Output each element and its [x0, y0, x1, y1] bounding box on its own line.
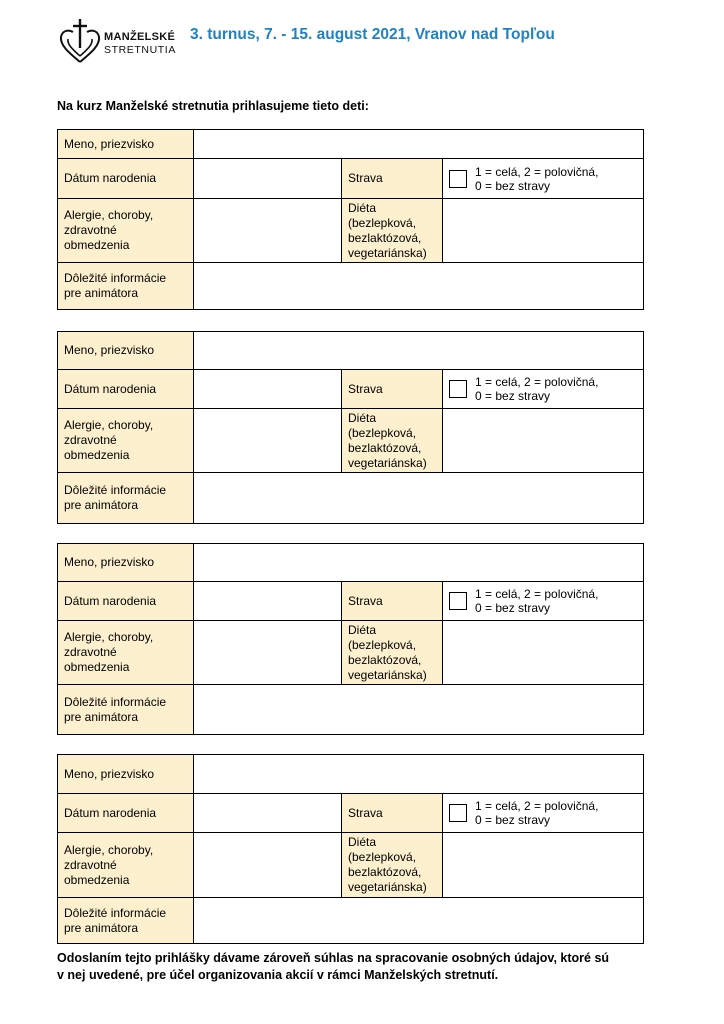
allergy-label [58, 833, 194, 898]
diet-label-line-4: vegetariánska) [348, 455, 427, 470]
diet-field[interactable] [443, 409, 644, 473]
strava-option-line-2: 0 = bez stravy [475, 178, 551, 193]
diet-label-line-4: vegetariánska) [348, 880, 427, 894]
diet-label-line-3: bezlaktózová, [348, 865, 422, 879]
strava-option-line-1: 1 = celá, 2 = polovičná, [475, 587, 599, 601]
birth-label: Dátum narodenia [58, 582, 194, 621]
strava-option-line-1: 1 = celá, 2 = polovičná, [475, 799, 599, 813]
strava-option-line-1: 1 = celá, 2 = polovičná, [475, 375, 599, 389]
birth-field[interactable] [194, 794, 342, 833]
birth-label: Dátum narodenia [58, 794, 194, 833]
allergy-label-line-2: zdravotné [64, 645, 117, 659]
diet-label [342, 199, 443, 263]
diet-label-line-2: (bezlepková, [348, 215, 417, 230]
name-label: Meno, priezvisko [58, 755, 194, 794]
event-title: 3. turnus, 7. - 15. august 2021, Vranov nad Topľou [190, 26, 555, 43]
strava-checkbox[interactable] [449, 592, 467, 610]
allergy-label-line-1: Alergie, choroby, [64, 208, 154, 222]
diet-label [342, 833, 443, 898]
birth-field[interactable] [194, 582, 342, 621]
info-field[interactable] [194, 685, 644, 735]
diet-label-line-1: Diéta [348, 622, 377, 637]
consent-line-2: v nej uvedené, pre účel organizovania akcií v rámci Manželských stretnutí. [57, 968, 499, 982]
info-label-line-2: pre animátora [64, 286, 139, 300]
strava-label: Strava [342, 370, 443, 409]
consent-footer [57, 950, 649, 984]
diet-label-line-1: Diéta [348, 410, 377, 425]
name-label: Meno, priezvisko [58, 130, 194, 159]
info-label-line-2: pre animátora [64, 920, 139, 935]
strava-label: Strava [342, 159, 443, 199]
strava-checkbox[interactable] [449, 380, 467, 398]
strava-checkbox[interactable] [449, 804, 467, 822]
birth-field[interactable] [194, 370, 342, 409]
name-field[interactable] [194, 130, 644, 159]
allergy-label [58, 409, 194, 473]
allergy-label-line-2: zdravotné [64, 857, 117, 872]
info-label [58, 263, 194, 310]
info-label-line-2: pre animátora [64, 498, 139, 512]
diet-label-line-1: Diéta [348, 835, 377, 849]
name-field[interactable] [194, 332, 644, 370]
allergy-field[interactable] [194, 833, 342, 898]
info-label-line-1: Dôležité informácie [64, 694, 167, 709]
strava-option-line-2: 0 = bez stravy [475, 389, 551, 403]
allergy-label-line-3: obmedzenia [64, 238, 130, 252]
diet-label-line-3: bezlaktózová, [348, 652, 422, 667]
name-label: Meno, priezvisko [58, 544, 194, 582]
birth-field[interactable] [194, 159, 342, 199]
diet-label [342, 621, 443, 685]
diet-label-line-2: (bezlepková, [348, 637, 417, 652]
diet-label-line-2: (bezlepková, [348, 850, 417, 864]
diet-field[interactable] [443, 621, 644, 685]
name-field[interactable] [194, 755, 644, 794]
info-label-line-1: Dôležité informácie [64, 905, 167, 920]
info-field[interactable] [194, 898, 644, 944]
info-label [58, 473, 194, 524]
diet-label-line-3: bezlaktózová, [348, 440, 422, 455]
birth-label: Dátum narodenia [58, 370, 194, 409]
diet-label-line-2: (bezlepková, [348, 425, 417, 440]
strava-option-line-2: 0 = bez stravy [475, 813, 551, 827]
strava-label: Strava [342, 582, 443, 621]
intro-text: Na kurz Manželské stretnutia prihlasujeme tieto deti: [57, 99, 369, 113]
allergy-label-line-1: Alergie, choroby, [64, 630, 154, 644]
page-header [58, 18, 678, 66]
heart-cross-logo-icon [58, 18, 102, 64]
logo-line-1: MANŽELSKÉ [104, 31, 176, 43]
diet-label-line-4: vegetariánska) [348, 667, 427, 682]
logo-line-2: STRETNUTIA [104, 44, 176, 56]
allergy-label-line-1: Alergie, choroby, [64, 842, 154, 857]
allergy-label-line-2: zdravotné [64, 433, 117, 447]
allergy-label [58, 199, 194, 263]
diet-label-line-1: Diéta [348, 200, 377, 215]
allergy-label-line-3: obmedzenia [64, 660, 130, 674]
diet-label-line-3: bezlaktózová, [348, 230, 422, 245]
child-form-block-1 [57, 129, 644, 310]
allergy-label-line-3: obmedzenia [64, 872, 130, 887]
info-label [58, 685, 194, 735]
allergy-field[interactable] [194, 409, 342, 473]
info-label-line-2: pre animátora [64, 709, 139, 724]
info-field[interactable] [194, 473, 644, 524]
allergy-label-line-1: Alergie, choroby, [64, 418, 154, 432]
strava-option-cell [443, 582, 644, 621]
name-field[interactable] [194, 544, 644, 582]
child-form-block-4 [57, 754, 644, 944]
allergy-label [58, 621, 194, 685]
strava-option-cell [443, 159, 644, 199]
diet-field[interactable] [443, 199, 644, 263]
info-field[interactable] [194, 263, 644, 310]
name-label: Meno, priezvisko [58, 332, 194, 370]
diet-label [342, 409, 443, 473]
strava-option-line-1: 1 = celá, 2 = polovičná, [475, 164, 599, 179]
strava-option-cell [443, 370, 644, 409]
allergy-label-line-3: obmedzenia [64, 448, 130, 462]
logo-text [104, 31, 176, 57]
allergy-label-line-2: zdravotné [64, 223, 117, 237]
child-form-block-3 [57, 543, 644, 735]
allergy-field[interactable] [194, 621, 342, 685]
info-label-line-1: Dôležité informácie [64, 483, 167, 497]
strava-label: Strava [342, 794, 443, 833]
strava-checkbox[interactable] [449, 170, 467, 188]
allergy-field[interactable] [194, 199, 342, 263]
diet-field[interactable] [443, 833, 644, 898]
info-label-line-1: Dôležité informácie [64, 271, 167, 285]
strava-option-cell [443, 794, 644, 833]
diet-label-line-4: vegetariánska) [348, 245, 427, 260]
consent-line-1: Odoslaním tejto prihlášky dávame zároveň súhlas na spracovanie osobných údajov, ktoré sú [57, 951, 610, 965]
child-form-block-2 [57, 331, 644, 524]
strava-option-line-2: 0 = bez stravy [475, 601, 551, 615]
birth-label: Dátum narodenia [58, 159, 194, 199]
info-label [58, 898, 194, 944]
